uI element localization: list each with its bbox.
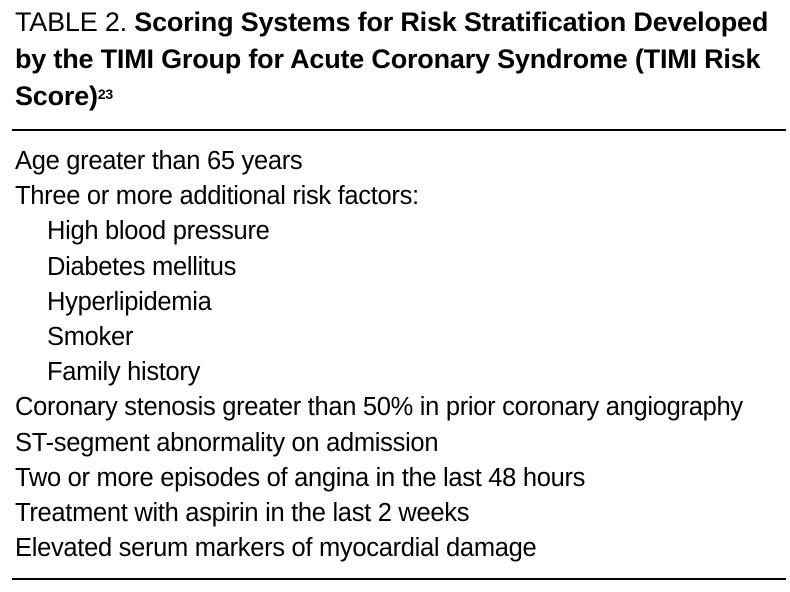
bottom-rule xyxy=(12,578,786,580)
risk-factor-item: Family history xyxy=(47,358,201,387)
table-title: Scoring Systems for Risk Stratification Developed by the TIMI Group for Acute Coronary Syndrome (TIMI Risk Score) xyxy=(15,7,769,111)
risk-factor-item: High blood pressure xyxy=(47,217,270,246)
criterion-angina: Two or more episodes of angina in the last 48 hours xyxy=(15,463,586,492)
table-label: TABLE 2. xyxy=(15,7,135,37)
reference-superscript: 23 xyxy=(97,86,114,102)
risk-factor-item: Smoker xyxy=(47,323,134,352)
risk-factors-heading: Three or more additional risk factors: xyxy=(15,182,419,211)
criterion-risk-factors xyxy=(15,179,785,390)
risk-factors-list xyxy=(15,214,785,390)
top-rule xyxy=(12,129,786,131)
criterion-stenosis: Coronary stenosis greater than 50% in prior coronary angiography xyxy=(15,393,743,422)
risk-factor-item: Hyperlipidemia xyxy=(47,287,212,316)
criterion-age: Age greater than 65 years xyxy=(15,147,303,175)
criteria-list xyxy=(15,144,785,566)
criterion-st-segment: ST-segment abnormality on admission xyxy=(15,428,439,457)
risk-factor-item: Diabetes mellitus xyxy=(47,252,237,281)
criterion-markers: Elevated serum markers of myocardial damage xyxy=(15,534,537,563)
table-caption xyxy=(15,4,785,115)
criterion-aspirin: Treatment with aspirin in the last 2 weeks xyxy=(15,499,470,528)
